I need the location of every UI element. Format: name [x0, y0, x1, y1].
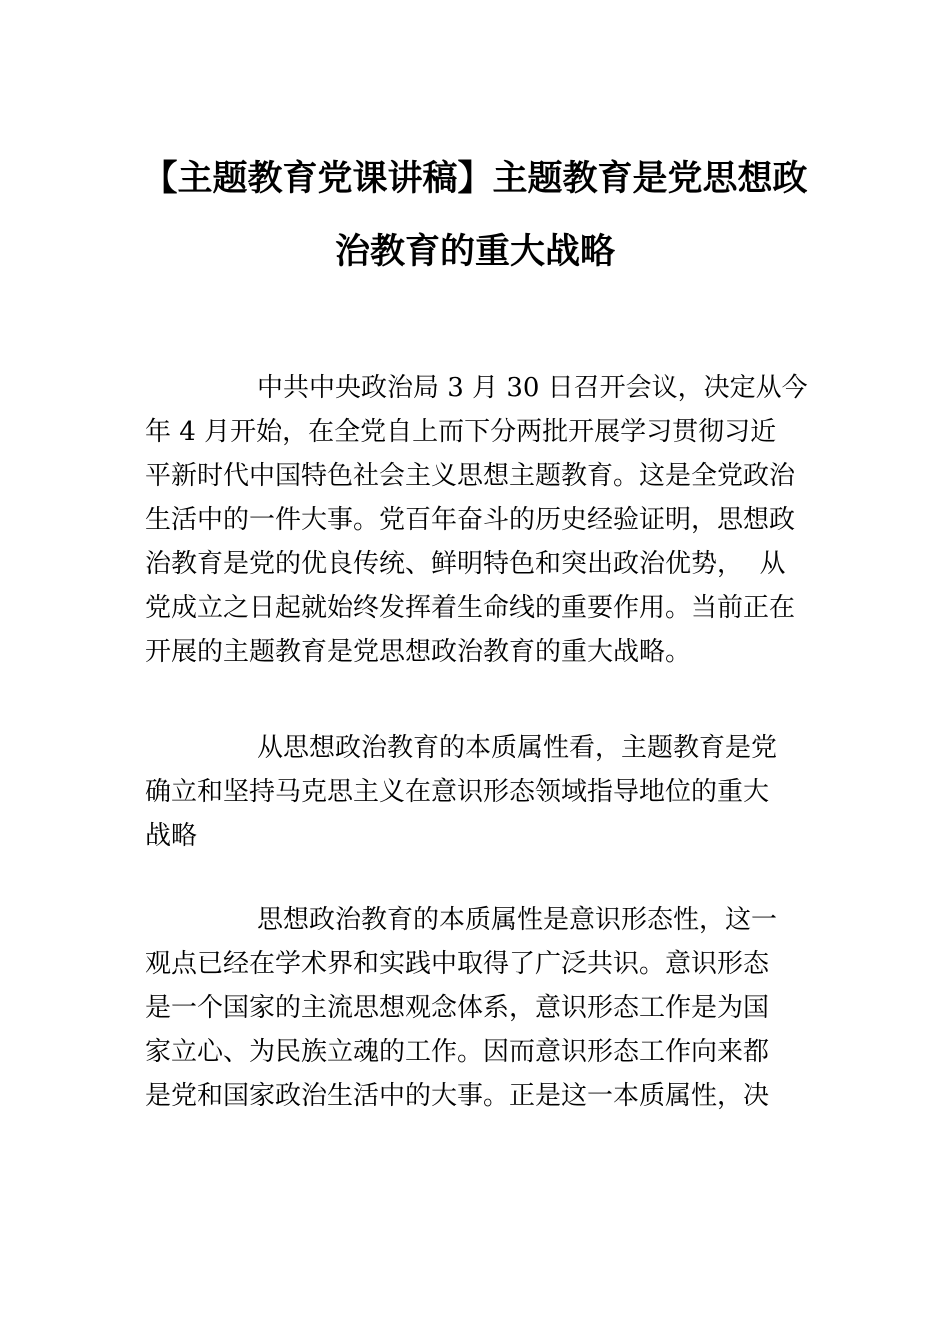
paragraph-line: 开展的主题教育是党思想政治教育的重大战略。 [145, 637, 692, 667]
paragraph-line: 治教育是党的优良传统、鲜明特色和突出政治优势， 从 [145, 549, 786, 579]
paragraph-1 [145, 366, 835, 674]
document-title-line-1: 【主题教育党课讲稿】主题教育是党思想政 [142, 158, 808, 199]
paragraph-line: 确立和坚持马克思主义在意识形态领域指导地位的重大 [145, 777, 770, 807]
document-title-line-2: 治教育的重大战略 [334, 231, 615, 272]
paragraph-line: 生活中的一件大事。党百年奋斗的历史经验证明，思想政 [145, 505, 796, 535]
paragraph-line: 年 4 月开始，在全党自上而下分两批开展学习贯彻习近 [145, 417, 777, 447]
paragraph-line: 思想政治教育的本质属性是意识形态性，这一 [257, 905, 778, 935]
paragraph-2-section-heading [145, 726, 835, 858]
paragraph-line: 中共中央政治局 3 月 30 日召开会议，决定从今 [257, 373, 808, 403]
paragraph-line: 从思想政治教育的本质属性看，主题教育是党 [257, 733, 778, 763]
paragraph-line: 党成立之日起就始终发挥着生命线的重要作用。当前正在 [145, 593, 796, 623]
paragraph-line: 是一个国家的主流思想观念体系，意识形态工作是为国 [145, 993, 770, 1023]
paragraph-line: 战略 [145, 821, 198, 851]
paragraph-line: 家立心、为民族立魂的工作。因而意识形态工作向来都 [145, 1037, 770, 1067]
paragraph-line: 平新时代中国特色社会主义思想主题教育。这是全党政治 [145, 461, 796, 491]
paragraph-3 [145, 898, 835, 1118]
paragraph-line: 观点已经在学术界和实践中取得了广泛共识。意识形态 [145, 949, 770, 979]
paragraph-line: 是党和国家政治生活中的大事。正是这一本质属性，决 [145, 1081, 770, 1111]
